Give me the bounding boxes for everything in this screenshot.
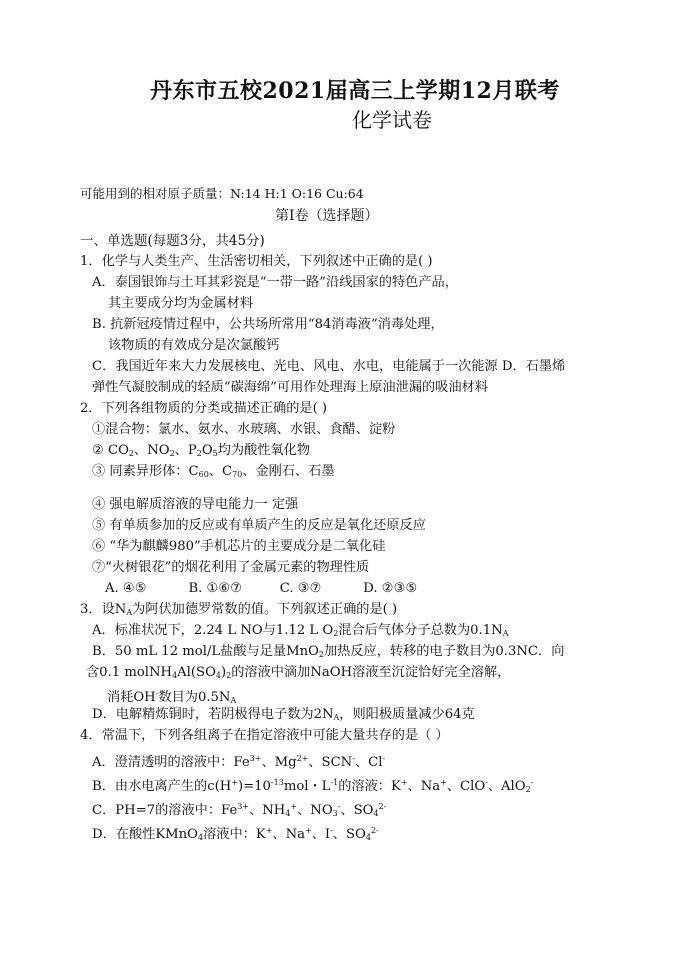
q2-item-2: ② $CO_2$、$NO_2$、$P_2O_5$均为酸性氧化物 [92,443,311,458]
q2-item-1: ①混合物：氯水、氨水、水玻璃、水银、食醋、淀粉 [92,422,396,437]
q1-option-a-line2: 其主要成分均为金属材料 [108,296,254,311]
q2-item-3: ③ 同素异形体：$C_{60}$、$C_{70}$、金刚石、石墨 [92,464,335,479]
part1-title: 第Ⅰ卷（选择题） [275,208,379,224]
q2-options: A. ④⑤ B. ①⑥⑦ C. ③⑦ D. ②③⑤ [105,581,418,596]
q1-option-c-line1: C．我国近年来大力发展核电、光电、风电、水电，电能属于一次能源 D．石墨烯 [92,359,566,374]
q1-option-a-line1: A．泰国银饰与土耳其彩瓷是“一带一路”沿线国家的特色产品， [92,275,458,290]
q3-option-a: A．标准状况下，2.24 L NO与1.12 L $O_2$混合后气体分子总数为$0.1N_A$ [92,623,509,638]
q4-option-b: B．由水电离产生的$c(H^+)=10^{-13}mol$・$L^{-1}$的溶液：K+、Na+、ClO-、AlO$_2$- [92,778,534,794]
q3-option-c-line2: 消耗OH-数目为$0.5N_A$ [107,689,237,705]
q1-stem: 1．化学与人类生产、生活密切相关，下列叙述中正确的是( ) [80,254,433,269]
section1-heading: 一、单选题(每题3分，共45分) [80,233,265,249]
q2-stem: 2．下列各组物质的分类或描述正确的是( ) [80,401,328,416]
q4-stem: 4．常温下，下列各组离子在指定溶液中可能大量共存的是（ ） [80,728,449,743]
q4-option-c: C．PH=7的溶液中：$Fe^{3+}$、$NH_4^+$、$NO_3^-$、$SO_4^{2-}$ [92,802,387,818]
q3-option-c-line1: 含0.1 $molNH_4Al(SO_4)_2$的溶液中滴加NaOH溶液至沉淀恰好完全溶解， [86,665,511,680]
q1-option-b-line1: B. 抗新冠疫情过程中，公共场所常用“84消毒液”消毒处理， [92,317,444,332]
page-subtitle: 化学试卷 [352,108,432,132]
q2-item-5: ⑤ 有单质参加的反应或有单质产生的反应是氧化还原反应 [92,518,426,533]
q2-item-4: ④ 强电解质溶液的导电能力一 定强 [92,497,299,512]
q3-stem: 3．设$N_A$为阿伏加德罗常数的值。下列叙述正确的是( ) [80,602,398,617]
q2-item-6: ⑥ “华为麒麟980”手机芯片的主要成分是二氧化硅 [92,539,386,554]
atomic-mass-line: 可能用到的相对原子质量：N:14 H:1 O:16 Cu:64 [80,186,364,201]
page-title: 丹东市五校2021届高三上学期12月联考 [150,78,560,104]
q3-option-d: D．电解精炼铜时，若阴极得电子数为$2N_A$，则阳极质量减少64克 [92,707,475,722]
q2-item-7: ⑦“火树银花”的烟花利用了金属元素的物理性质 [92,560,370,575]
q1-option-b-line2: 该物质的有效成分是次氯酸钙 [108,338,280,353]
q1-option-c-line2: 弹性气凝胶制成的轻质“碳海绵”可用作处理海上原油泄漏的吸油材料 [92,380,488,395]
q3-option-b: B．50 mL 12 mol/L盐酸与足量MnO$_2$加热反应，转移的电子数目为0.3NC．向 [92,644,565,659]
q4-option-d: D．在酸性KMnO$_4$溶液中：K+、Na+、I-、$SO_4^{2-}$ [92,826,379,842]
q4-option-a: A．澄清透明的溶液中：$Fe^{3+}$、$Mg^{2+}$、SCN-、Cl- [92,754,386,770]
